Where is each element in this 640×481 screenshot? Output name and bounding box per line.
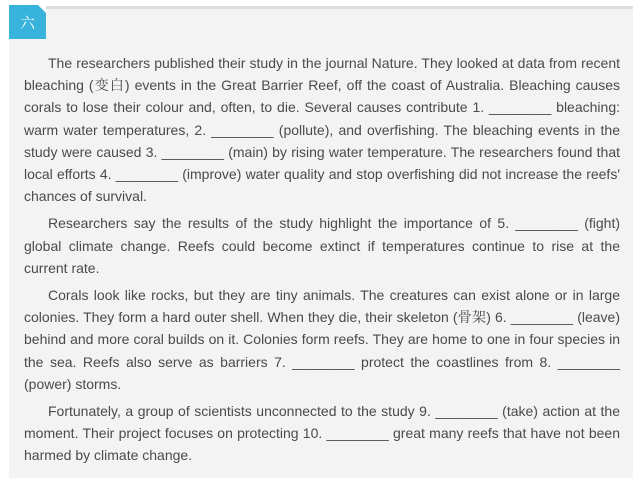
section-badge: 六 <box>9 5 46 39</box>
paragraph-1: The researchers published their study in the journal Nature. They looked at data from recent bleaching (变白) events in the Great Barrier Reef, off the coast of Australia. Bleaching causes corals to lose their colour and, often, to die. Several causes contribute 1. ________ bleaching: warm water temperatures, 2. ________ (pollute), and overfishing. The bleaching events in the study were caused 3. ________ (main) by rising water temperature. The researchers found that local efforts 4. ________ (improve) water quality and stop overfishing did not increase the reefs' chances of survival. <box>24 55 620 205</box>
passage <box>24 52 620 472</box>
paragraph-2: Researchers say the results of the study highlight the importance of 5. ________ (fight) global climate change. Reefs could become extinct if temperatures continue to rise at the current rate. <box>24 215 620 276</box>
paragraph-3: Corals look like rocks, but they are tiny animals. The creatures can exist alone or in large colonies. They form a hard outer shell. When they die, their skeleton (骨架) 6. ________ (leave) behind and more coral builds on it. Colonies form reefs. They are home to one in four species in the sea. Reefs also serve as barriers 7. ________ protect the coastlines from 8. ________ (power) storms. <box>24 287 620 392</box>
paragraph-4: Fortunately, a group of scientists unconnected to the study 9. ________ (take) action at the moment. Their project focuses on protecting 10. ________ great many reefs that have not been harmed by climate change. <box>24 403 620 464</box>
